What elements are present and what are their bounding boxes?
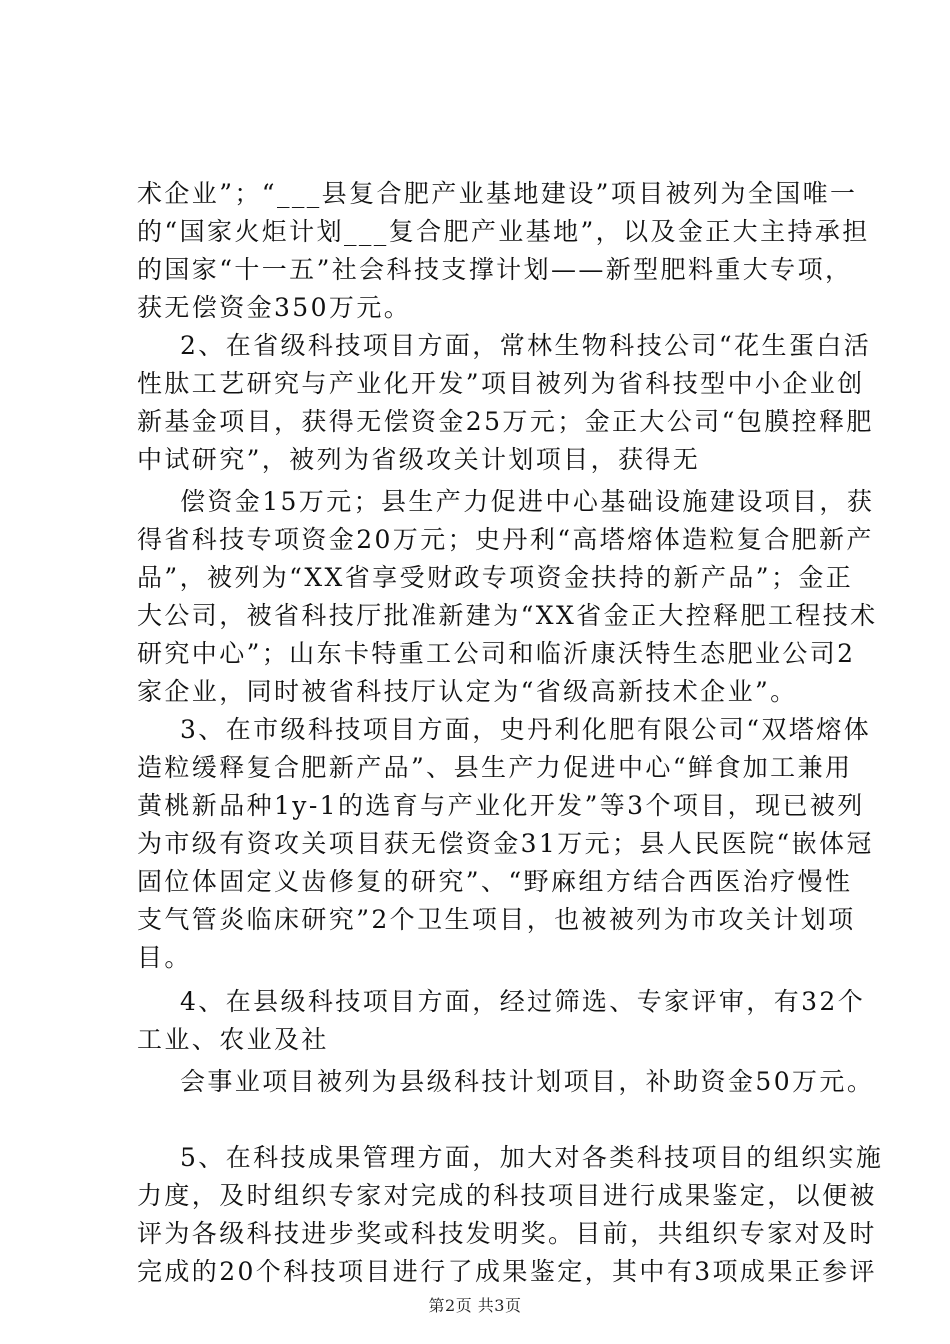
text-line: 黄桃新品种1y-1的选育与产业化开发”等3个项目，现已被列 — [137, 791, 865, 820]
text-line: 完成的20个科技项目进行了成果鉴定，其中有3项成果正参评 — [137, 1257, 877, 1286]
text-line: 新基金项目，获得无偿资金25万元；金正大公司“包膜控释肥 — [137, 407, 874, 436]
paragraph-start-line: 3、在市级科技项目方面，史丹利化肥有限公司“双塔熔体 — [180, 715, 872, 744]
text-line: 目。 — [137, 943, 192, 972]
page-footer: 第2页 共3页 — [428, 1296, 522, 1315]
text-line: 造粒缓释复合肥新产品”、县生产力促进中心“鲜食加工兼用 — [137, 753, 853, 782]
text-line: 的“国家火炬计划___复合肥产业基地”，以及金正大主持承担 — [137, 217, 870, 246]
text-line: 为市级有资攻关项目获无偿资金31万元；县人民医院“嵌体冠 — [137, 829, 874, 858]
text-line: 会事业项目被列为县级科技计划项目，补助资金50万元。 — [180, 1067, 875, 1096]
text-line: 工业、农业及社 — [137, 1025, 329, 1054]
paragraph-start-line: 2、在省级科技项目方面，常林生物科技公司“花生蛋白活 — [180, 331, 872, 360]
text-line: 获无偿资金350万元。 — [137, 293, 412, 322]
text-line: 力度，及时组织专家对完成的科技项目进行成果鉴定，以便被 — [137, 1181, 877, 1210]
text-line: 固位体固定义齿修复的研究”、“野麻组方结合西医治疗慢性 — [137, 867, 853, 896]
text-line: 中试研究”，被列为省级攻关计划项目，获得无 — [137, 445, 701, 474]
text-line: 偿资金15万元；县生产力促进中心基础设施建设项目，获 — [180, 487, 875, 516]
text-line: 家企业，同时被省科技厅认定为“省级高新技术企业”。 — [137, 677, 798, 706]
text-line: 研究中心”；山东卡特重工公司和临沂康沃特生态肥业公司2 — [137, 639, 856, 668]
text-line: 术企业”；“___县复合肥产业基地建设”项目被列为全国唯一 — [137, 179, 858, 208]
text-line: 得省科技专项资金20万元；史丹利“高塔熔体造粒复合肥新产 — [137, 525, 874, 554]
text-line: 性肽工艺研究与产业化开发”项目被列为省科技型中小企业创 — [137, 369, 865, 398]
text-line: 支气管炎临床研究”2个卫生项目，也被被列为市攻关计划项 — [137, 905, 856, 934]
paragraph-start-line: 4、在县级科技项目方面，经过筛选、专家评审，有32个 — [180, 987, 866, 1016]
text-line: 大公司，被省科技厅批准新建为“XX省金正大控释肥工程技术 — [137, 601, 878, 630]
text-line: 品”，被列为“XX省享受财政专项资金扶持的新产品”；金正 — [137, 563, 854, 592]
text-line: 评为各级科技进步奖或科技发明奖。目前，共组织专家对及时 — [137, 1219, 877, 1248]
paragraph-start-line: 5、在科技成果管理方面，加大对各类科技项目的组织实施 — [180, 1143, 884, 1172]
text-line: 的国家“十一五”社会科技支撑计划——新型肥料重大专项， — [137, 255, 853, 284]
